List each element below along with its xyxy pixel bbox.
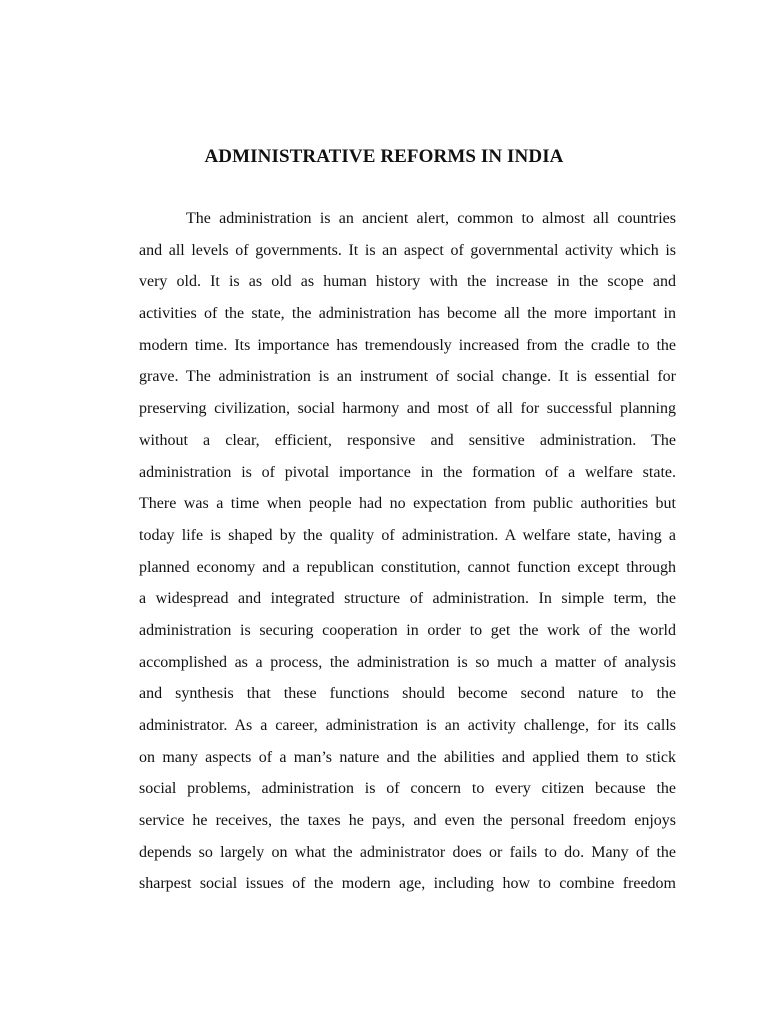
paragraph-line: modern time. Its importance has tremendously increased from the cradle to the xyxy=(139,336,676,354)
page-title: ADMINISTRATIVE REFORMS IN INDIA xyxy=(204,146,564,167)
paragraph-line: administration is securing cooperation in order to get the work of the world xyxy=(139,621,676,639)
paragraph-line: today life is shaped by the quality of administration. A welfare state, having a xyxy=(139,526,676,544)
paragraph-line: administration is of pivotal importance in the formation of a welfare state. xyxy=(139,463,676,481)
paragraph-line: social problems, administration is of concern to every citizen because the xyxy=(139,780,676,798)
paragraph-line: and all levels of governments. It is an aspect of governmental activity which is xyxy=(139,241,676,259)
paragraph-line: sharpest social issues of the modern age, including how to combine freedom xyxy=(139,875,676,893)
paragraph-line: depends so largely on what the administrator does or fails to do. Many of the xyxy=(139,843,676,861)
paragraph-line: There was a time when people had no expectation from public authorities but xyxy=(139,495,676,513)
paragraph-line: The administration is an ancient alert, common to almost all countries xyxy=(186,210,676,227)
paragraph-line: and synthesis that these functions should become second nature to the xyxy=(139,685,676,703)
paragraph-line: a widespread and integrated structure of administration. In simple term, the xyxy=(139,590,676,608)
paragraph-line: planned economy and a republican constitution, cannot function except through xyxy=(139,558,676,576)
body-paragraph xyxy=(139,206,676,903)
paragraph-line: service he receives, the taxes he pays, and even the personal freedom enjoys xyxy=(139,812,676,830)
paragraph-line: accomplished as a process, the administration is so much a matter of analysis xyxy=(139,653,676,671)
paragraph-line: administrator. As a career, administration is an activity challenge, for its calls xyxy=(139,717,676,734)
paragraph-line: without a clear, efficient, responsive and sensitive administration. The xyxy=(139,431,676,449)
paragraph-line: grave. The administration is an instrument of social change. It is essential for xyxy=(139,368,676,386)
paragraph-line: on many aspects of a man’s nature and the abilities and applied them to stick xyxy=(139,748,676,766)
paragraph-line: activities of the state, the administration has become all the more important in xyxy=(139,305,676,323)
paragraph-line: very old. It is as old as human history with the increase in the scope and xyxy=(139,273,676,291)
paragraph-line: preserving civilization, social harmony and most of all for successful planning xyxy=(139,400,676,418)
